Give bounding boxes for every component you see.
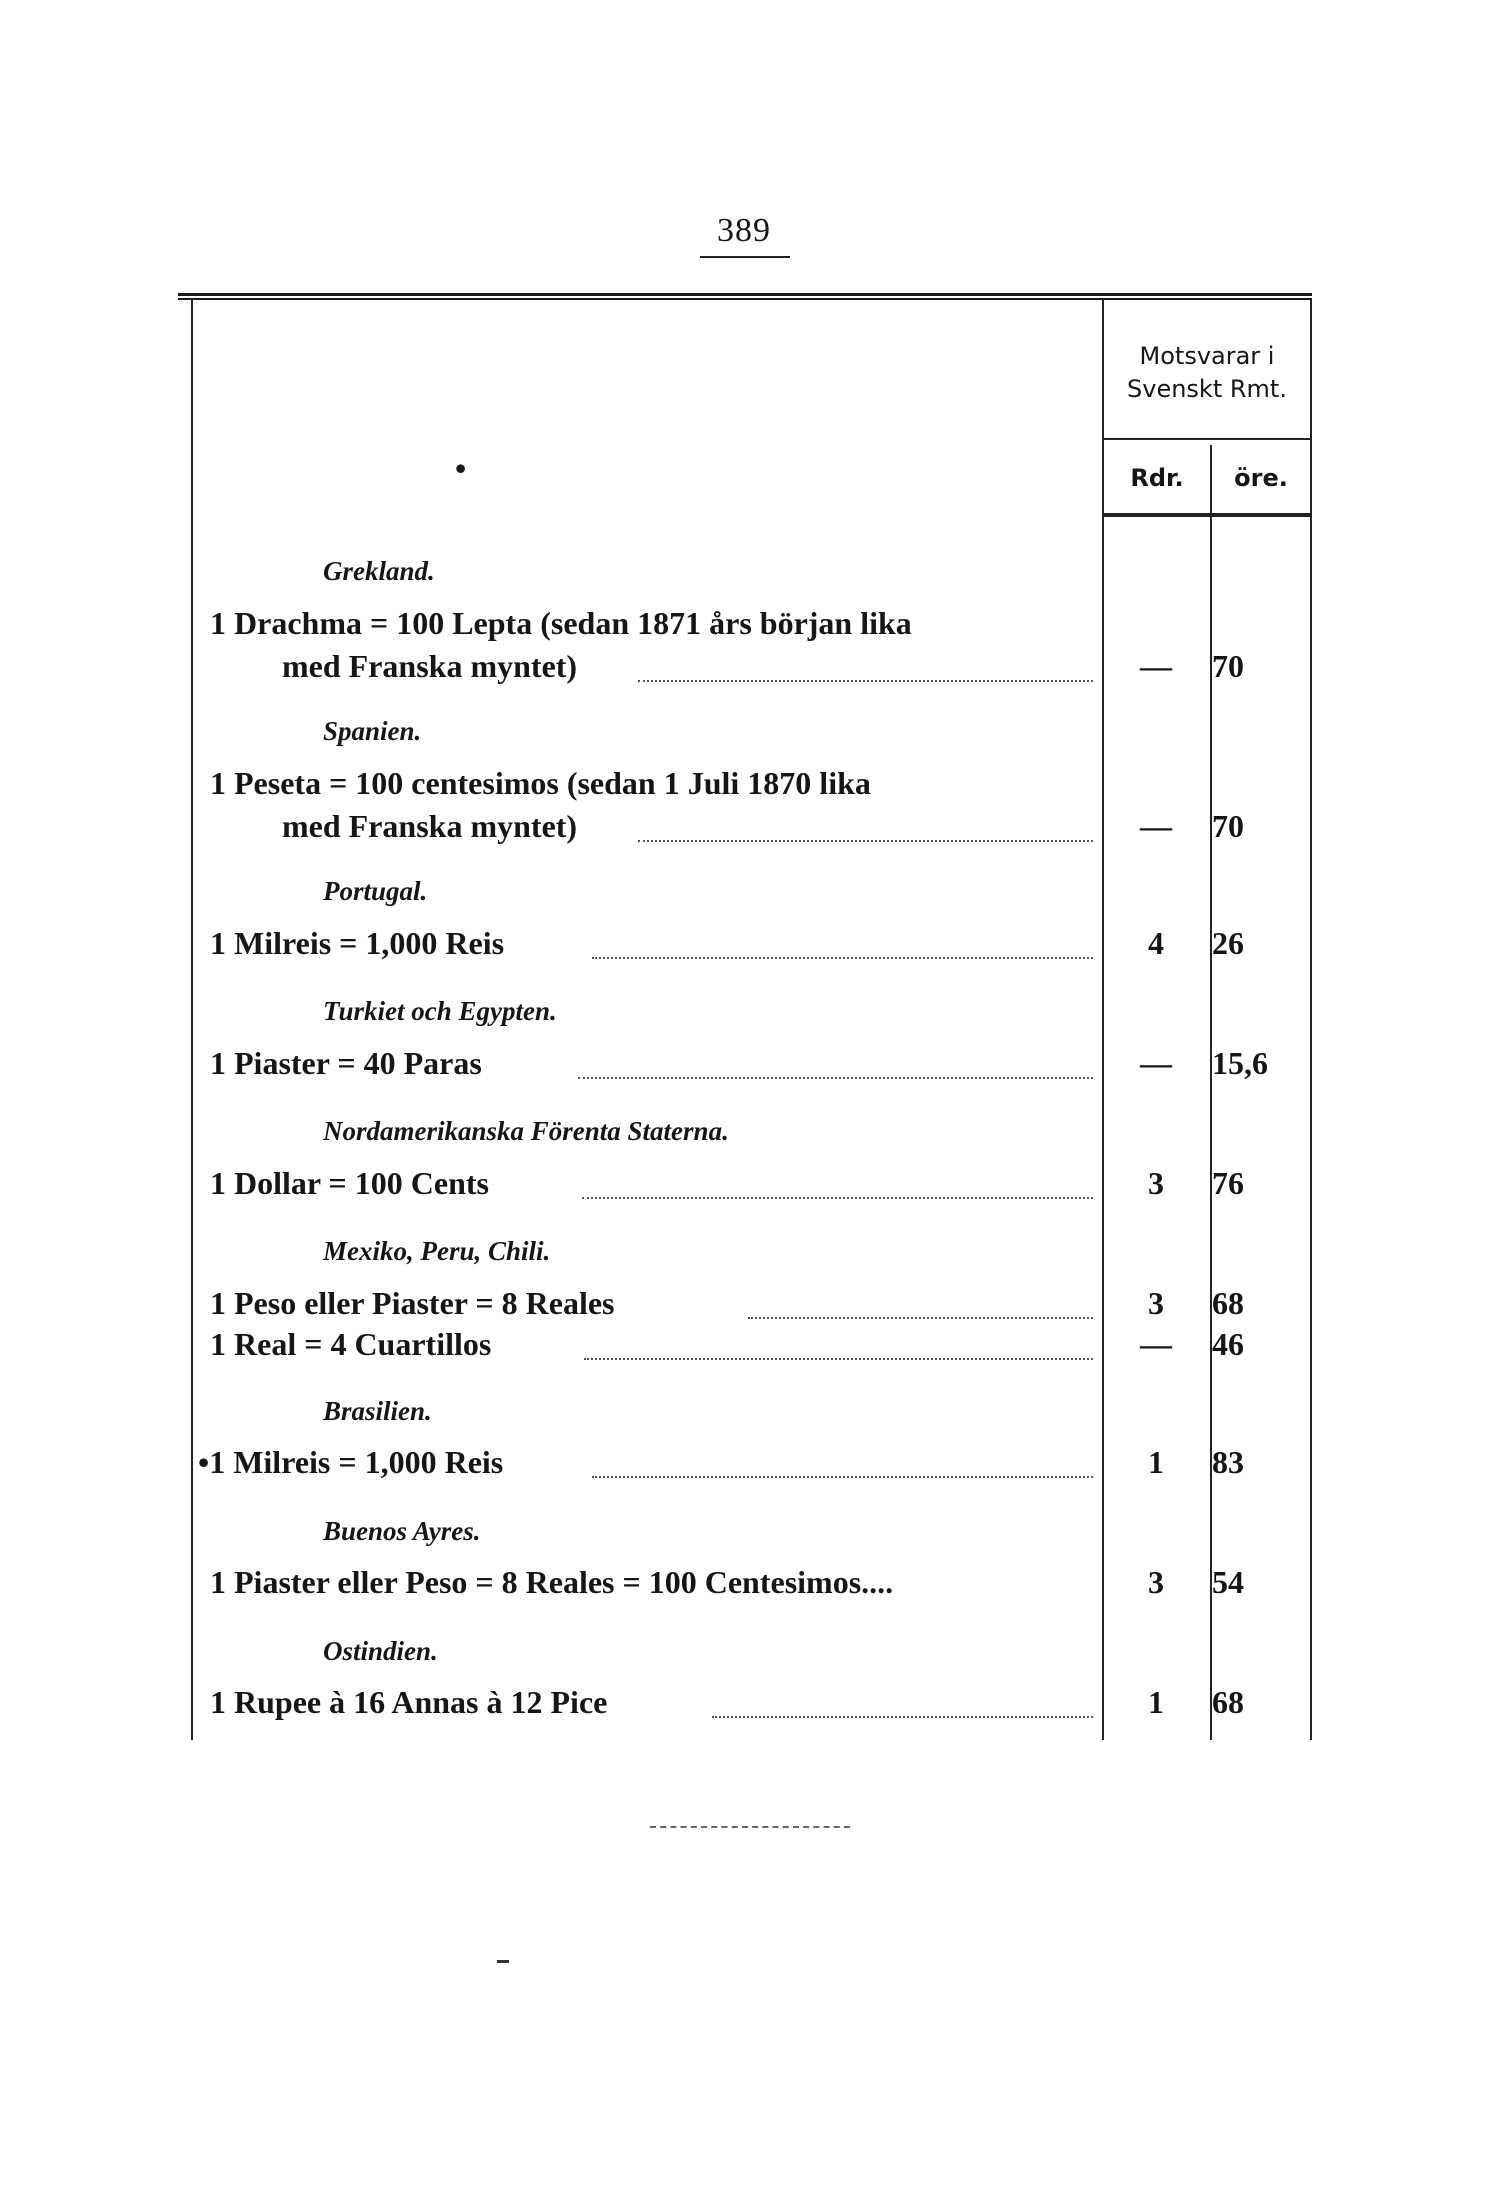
section-title-nordamerika: Nordamerikanska Förenta Staterna.	[323, 1116, 729, 1146]
entry-line: 1 Piaster eller Peso = 8 Reales = 100 Centesimos....	[210, 1564, 894, 1600]
value-ore: 70	[1212, 648, 1244, 684]
value-ore: 83	[1212, 1444, 1244, 1480]
entry-line: 1 Drachma = 100 Lepta (sedan 1871 års början lika	[210, 605, 912, 641]
leader-dots	[748, 1317, 1093, 1319]
header-bottom-rule	[1102, 513, 1312, 517]
section-title-brasilien: Brasilien.	[323, 1396, 432, 1426]
entry-line: 1 Peso eller Piaster = 8 Reales	[210, 1285, 615, 1321]
value-rdr: 1	[1148, 1684, 1164, 1720]
section-title-grekland: Grekland.	[323, 556, 435, 586]
entry-line: 1 Peseta = 100 centesimos (sedan 1 Juli 1870 lika	[210, 765, 871, 801]
value-ore: 54	[1212, 1564, 1244, 1600]
leader-dots	[582, 1197, 1093, 1199]
header-line-2: Svenskt Rmt.	[1127, 375, 1287, 403]
value-ore: 46	[1212, 1326, 1244, 1362]
value-ore: 15,6	[1212, 1045, 1268, 1081]
section-title-turkiet: Turkiet och Egypten.	[323, 996, 557, 1026]
table-left-border	[191, 300, 193, 1740]
leader-dots	[592, 1476, 1093, 1478]
leader-dots	[638, 680, 1093, 682]
leader-dots	[592, 957, 1093, 959]
leader-dots	[578, 1077, 1093, 1079]
value-ore: 70	[1212, 808, 1244, 844]
leader-dots	[638, 840, 1093, 842]
value-ore: 76	[1212, 1165, 1244, 1201]
header-rdr: Rdr.	[1130, 464, 1184, 492]
value-rdr: —	[1140, 1326, 1172, 1362]
entry-line: med Franska myntet)	[282, 808, 578, 844]
value-rdr: —	[1140, 648, 1172, 684]
leader-dots	[584, 1358, 1093, 1360]
value-ore: 68	[1212, 1285, 1244, 1321]
section-title-mexiko: Mexiko, Peru, Chili.	[323, 1236, 551, 1266]
value-rdr: 3	[1148, 1564, 1164, 1600]
section-title-spanien: Spanien.	[323, 716, 422, 746]
header-divider	[1102, 438, 1312, 440]
page-number: 389	[717, 212, 771, 249]
stray-mark: •	[455, 450, 467, 486]
entry-line: •1 Milreis = 1,000 Reis	[198, 1444, 504, 1480]
column-divider-rdr-ore	[1210, 445, 1212, 1740]
stray-mark	[497, 1960, 509, 1963]
entry-line: 1 Milreis = 1,000 Reis	[210, 925, 505, 961]
header-column-group	[1104, 340, 1310, 406]
entry-line: 1 Piaster = 40 Paras	[210, 1045, 482, 1081]
value-ore: 26	[1212, 925, 1244, 961]
leader-dots	[712, 1716, 1093, 1718]
entry-line: 1 Real = 4 Cuartillos	[210, 1326, 492, 1362]
section-title-ostindien: Ostindien.	[323, 1636, 438, 1666]
header-ore: öre.	[1234, 464, 1288, 492]
header-line-1: Motsvarar i	[1139, 342, 1275, 370]
entry-line: 1 Dollar = 100 Cents	[210, 1165, 489, 1201]
value-rdr: —	[1140, 1045, 1172, 1081]
value-rdr: —	[1140, 808, 1172, 844]
value-rdr: 1	[1148, 1444, 1164, 1480]
footer-rule	[650, 1826, 850, 1828]
entry-line: 1 Rupee à 16 Annas à 12 Pice	[210, 1684, 608, 1720]
value-rdr: 3	[1148, 1165, 1164, 1201]
value-ore: 68	[1212, 1684, 1244, 1720]
value-rdr: 4	[1148, 925, 1164, 961]
table-top-rule	[178, 293, 1312, 300]
section-title-portugal: Portugal.	[323, 876, 428, 906]
value-rdr: 3	[1148, 1285, 1164, 1321]
page-number-underline	[700, 256, 790, 258]
section-title-buenos-ayres: Buenos Ayres.	[323, 1516, 481, 1546]
entry-line: med Franska myntet)	[282, 648, 578, 684]
